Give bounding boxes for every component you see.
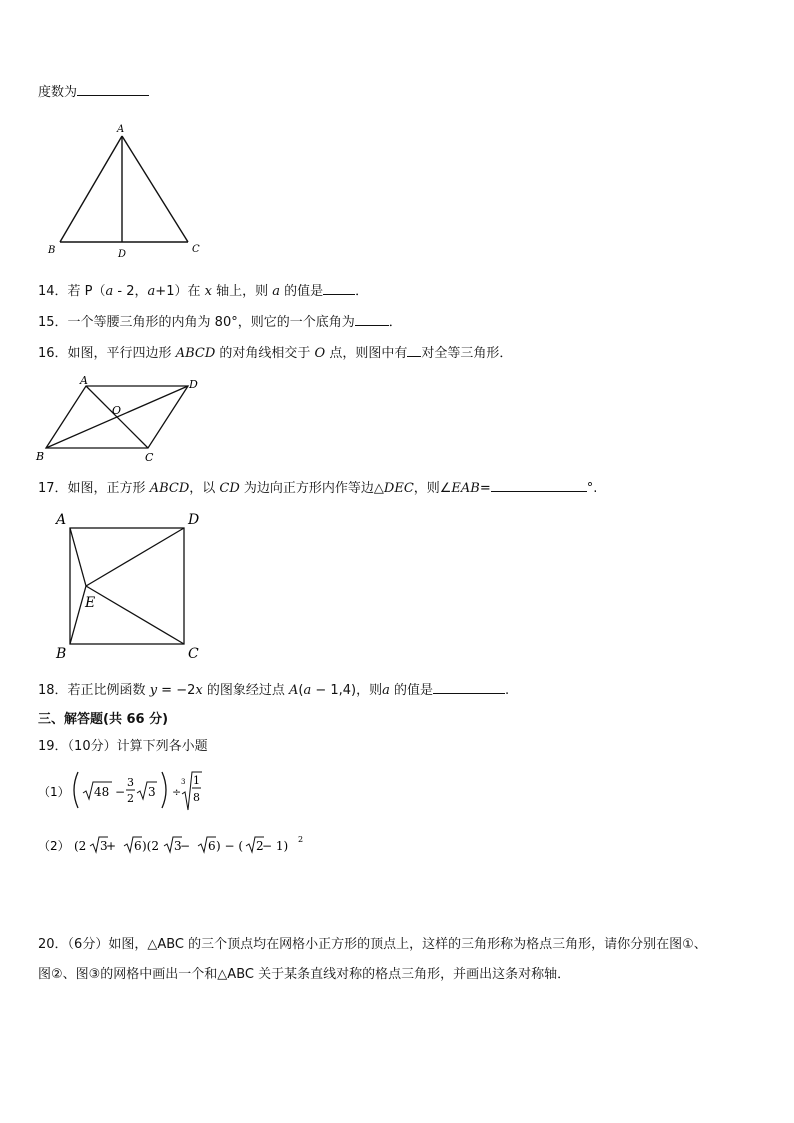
q18-text-4: 的值是 — [389, 683, 434, 698]
q16-text-1: 如图，平行四边形 — [67, 346, 176, 361]
label-b: B — [56, 646, 67, 662]
expr-c: ) − ( — [216, 839, 244, 853]
num-48: 48 — [94, 785, 110, 799]
q18-blank — [433, 680, 505, 694]
q18-point-rest: − 1,4) — [311, 683, 357, 698]
exponent-2: 2 — [298, 835, 304, 844]
q19-part2-formula — [36, 832, 316, 862]
question-20-line-1 — [38, 936, 707, 954]
q19-p1-label: （1） — [38, 785, 70, 799]
cube-num: 1 — [193, 774, 200, 787]
q17-cd: CD — [219, 481, 240, 496]
q14-text-4: 轴上，则 — [211, 284, 273, 299]
question-16 — [38, 343, 512, 363]
q14-var-a: a — [105, 284, 114, 299]
q14-var-x: x — [204, 284, 212, 299]
q13-blank — [77, 82, 149, 96]
q14-text-2: - 2， — [113, 284, 148, 299]
q20-text-2: 图②、图③的网格中画出一个和△ABC 关于某条直线对称的格点三角形，并画出这条对称轴． — [38, 967, 571, 982]
num-6a: 6 — [134, 839, 142, 853]
q16-text-2: 的对角线相交于 — [215, 346, 315, 361]
q17-number: 17． — [38, 481, 68, 496]
q19-part1-formula — [36, 766, 236, 816]
q17-blank — [491, 478, 587, 492]
label-b: B — [36, 450, 45, 463]
label-a: A — [117, 124, 125, 135]
label-a: A — [56, 512, 67, 528]
q16-figure-parallelogram — [34, 372, 214, 466]
q18-var-a2: a — [382, 683, 390, 698]
q18-paren: ( — [298, 683, 304, 698]
q17-text-3: 为边向正方形内作等边△ — [239, 481, 384, 496]
q15-blank — [355, 312, 389, 326]
q17-abcd: ABCD — [149, 481, 190, 496]
q18-text-1: 若正比例函数 — [67, 683, 150, 698]
label-c: C — [192, 244, 200, 255]
q14-var-a2: a — [147, 284, 156, 299]
label-c: C — [188, 646, 199, 662]
q20-text-1: （6分）如图，△ABC 的三个顶点均在网格小正方形的顶点上，这样的三角形称为格点三角形，请你分别在图①、 — [67, 937, 707, 952]
segment-ed — [86, 528, 184, 586]
label-b: B — [48, 245, 56, 256]
q13-text — [38, 82, 149, 102]
q18-end: . — [505, 683, 510, 698]
q16-text-4: 对全等三角形． — [421, 346, 513, 361]
question-20-line-2 — [38, 966, 570, 984]
segment-ea — [70, 528, 86, 586]
label-e: E — [85, 595, 96, 611]
question-17 — [38, 478, 597, 498]
q15-text: 一个等腰三角形的内角为 80°，则它的一个底角为 — [67, 315, 355, 330]
q16-text-3: 点，则图中有 — [325, 346, 408, 361]
q17-dec: DEC — [383, 481, 414, 496]
frac-num: 3 — [127, 776, 134, 789]
q18-var-a: a — [303, 683, 312, 698]
q18-point-a: A — [288, 683, 299, 698]
paren-right — [162, 772, 166, 808]
q14-end: ． — [355, 284, 369, 299]
q19-number: 19． — [38, 739, 68, 754]
q14-number: 14． — [38, 284, 68, 299]
q14-blank — [323, 281, 355, 295]
section-3-title: 三、解答题(共 66 分) — [38, 712, 169, 727]
edge-ab — [60, 136, 122, 242]
num-6b: 6 — [208, 839, 216, 853]
num-3b: 3 — [174, 839, 182, 853]
q17-figure-square — [52, 508, 222, 664]
q16-abcd: ABCD — [175, 346, 216, 361]
q16-o: O — [314, 346, 326, 361]
expr-a: (2 — [74, 839, 87, 853]
q19-p2-label: （2） — [38, 839, 70, 853]
q20-number: 20． — [38, 937, 68, 952]
q15-number: 15． — [38, 315, 68, 330]
q13-tail: 度数为 — [38, 85, 78, 100]
paren-left — [74, 772, 78, 808]
label-d: D — [188, 512, 200, 528]
minus: − — [180, 839, 191, 853]
segment-eb — [70, 586, 86, 644]
q16-number: 16． — [38, 346, 68, 361]
edge-ac — [122, 136, 188, 242]
num-3: 3 — [148, 785, 156, 799]
question-18 — [38, 680, 509, 700]
q18-text-2: 的图象经过点 — [202, 683, 289, 698]
diagonal-bd — [46, 386, 188, 448]
num-3a: 3 — [100, 839, 108, 853]
q17-text-2: ，以 — [189, 481, 220, 496]
q17-eq: = — [479, 481, 491, 496]
q18-eq: = −2 — [157, 683, 196, 698]
label-c: C — [145, 451, 154, 464]
label-o: O — [112, 404, 122, 417]
cube-index: 3 — [181, 778, 186, 786]
plus: + — [106, 839, 117, 853]
q14-var-a3: a — [272, 284, 280, 299]
q19-head: （10分）计算下列各小题 — [67, 739, 208, 754]
q17-end: °. — [586, 481, 598, 496]
expr-b: )(2 — [142, 839, 159, 853]
num-2: 2 — [256, 839, 264, 853]
q13-figure-triangle — [40, 118, 210, 263]
q17-text-4: ，则∠ — [413, 481, 452, 496]
q14-text-1: 若 P（ — [67, 284, 106, 299]
question-19 — [38, 738, 208, 756]
segment-ec — [86, 586, 184, 644]
q16-blank — [407, 343, 421, 357]
q18-x: x — [195, 683, 203, 698]
label-d: D — [189, 378, 198, 391]
divide-sign: ÷ — [172, 786, 182, 799]
q18-y: y — [149, 683, 158, 698]
label-a: A — [80, 374, 88, 387]
cube-den: 8 — [193, 791, 200, 804]
q18-number: 18． — [38, 683, 68, 698]
q14-text-3: +1）在 — [155, 284, 205, 299]
q17-eab: EAB — [451, 481, 480, 496]
q17-text-1: 如图，正方形 — [67, 481, 150, 496]
question-15 — [38, 312, 402, 332]
q18-text-3: ，则 — [356, 683, 383, 698]
label-d: D — [118, 249, 127, 260]
frac-den: 2 — [127, 792, 134, 805]
minus: − — [115, 785, 126, 799]
expr-d: − 1) — [262, 839, 289, 853]
question-14 — [38, 281, 368, 301]
q15-end: ． — [388, 315, 402, 330]
q14-text-5: 的值是 — [279, 284, 324, 299]
